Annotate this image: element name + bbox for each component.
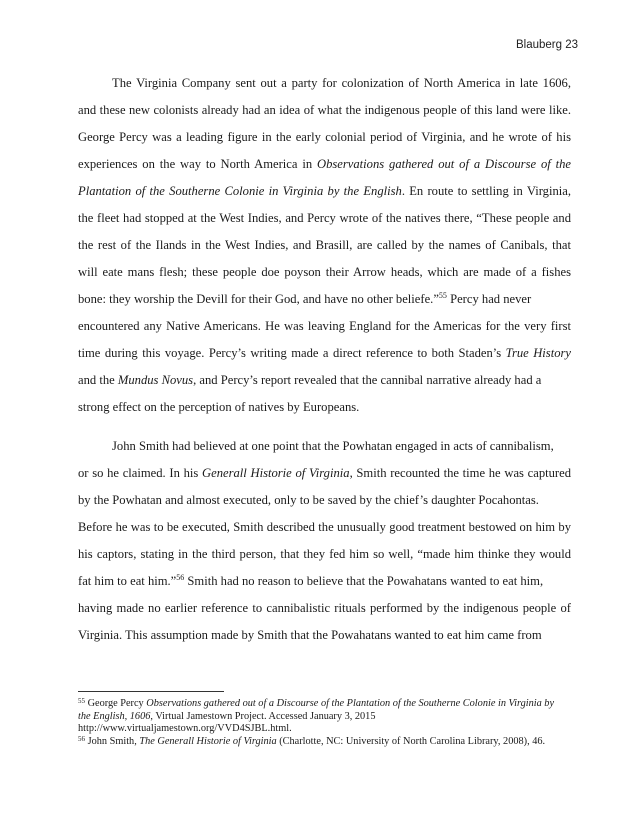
- running-header: Blauberg 23: [515, 39, 578, 51]
- text-span: and the: [78, 373, 118, 387]
- text-span: fat him to eat him.”: [78, 574, 177, 588]
- text-line: [78, 516, 571, 543]
- text-line: [78, 72, 571, 99]
- text-line: [78, 396, 571, 423]
- text-span: experiences on the way to North America in: [78, 157, 317, 171]
- italic-title: Plantation of the Southerne Colonie in Virginia by the English: [78, 184, 402, 198]
- footnote-number: 56: [78, 734, 85, 743]
- text-line: [78, 126, 571, 153]
- text-line: [78, 435, 571, 462]
- footnotes: [78, 698, 568, 748]
- text-line: [78, 543, 571, 570]
- text-line: [78, 180, 571, 207]
- italic-title: The Generall Historie of Virginia: [139, 735, 277, 747]
- text-span: the fleet had stopped at the West Indies, and Percy wrote of the natives there, “These people and: [78, 211, 571, 225]
- text-span: Before he was to be executed, Smith described the unusually good treatment bestowed on him by: [78, 520, 571, 534]
- footnote-marker: 55: [438, 291, 447, 300]
- text-line: [78, 462, 571, 489]
- text-span: , Virtual Jamestown Project. Accessed January 3, 2015: [150, 710, 376, 722]
- text-line: [78, 261, 571, 288]
- text-span: bone: they worship the Devill for their God, and have no other beliefe.”: [78, 292, 439, 306]
- text-span: will eate mans flesh; these people doe poyson their Arrow heads, which are made of a fishes: [78, 265, 571, 279]
- text-span: or so he claimed. In his: [78, 466, 203, 480]
- text-span: John Smith,: [85, 735, 140, 747]
- text-span: The Virginia Company sent out a party for colonization of North America in late 1606,: [112, 76, 571, 90]
- footnote-55-url: [78, 723, 568, 736]
- italic-title: the English, 1606: [78, 710, 151, 722]
- text-span: . En route to settling in Virginia,: [401, 184, 571, 198]
- text-span: George Percy was a leading figure in the early colonial period of Virginia, and he wrote of his: [78, 130, 571, 144]
- italic-title: Generall Historie of Virginia: [202, 466, 350, 480]
- paragraph-gap: [78, 423, 571, 435]
- footnote-separator: [78, 691, 224, 692]
- footnote-55-cont: [78, 711, 568, 724]
- text-line: [78, 207, 571, 234]
- text-span: Smith had no reason to believe that the Powahatans wanted to eat him,: [184, 574, 544, 588]
- text-line: [78, 99, 571, 126]
- text-line: [78, 624, 571, 651]
- text-line: [78, 570, 571, 597]
- text-span: John Smith had believed at one point that the Powhatan engaged in acts of cannibalism,: [112, 439, 554, 453]
- text-line: [78, 315, 571, 342]
- text-span: his captors, stating in the third person, that they fed him so well, “made him thinke they would: [78, 547, 571, 561]
- text-span: and these new colonists already had an idea of what the indigenous people of this land were like.: [78, 103, 571, 117]
- text-span: Virginia. This assumption made by Smith that the Powahatans wanted to eat him came from: [78, 628, 542, 642]
- text-span: time during this voyage. Percy’s writing made a direct reference to both Staden’s: [78, 346, 506, 360]
- body-text: [78, 72, 571, 651]
- text-line: [78, 342, 571, 369]
- italic-title: True History: [505, 346, 571, 360]
- text-span: , Smith recounted the time he was captured: [349, 466, 571, 480]
- text-span: by the Powhatan and almost executed, only to be saved by the chief’s daughter Pocahontas.: [78, 493, 539, 507]
- paragraph-1: [78, 72, 571, 423]
- footnote-55: [78, 698, 568, 711]
- text-line: [78, 369, 571, 396]
- text-line: [78, 288, 571, 315]
- paragraph-2: [78, 435, 571, 651]
- text-line: [78, 234, 571, 261]
- italic-title: Mundus Novus: [117, 373, 194, 387]
- text-line: [78, 597, 571, 624]
- text-span: strong effect on the perception of natives by Europeans.: [78, 400, 360, 414]
- footnote-number: 55: [78, 697, 85, 705]
- text-span: , and Percy’s report revealed that the cannibal narrative already had a: [193, 373, 542, 387]
- footnote-56: [78, 736, 568, 749]
- footnote-url: http://www.virtualjamestown.org/VVD4SJBL.html.: [78, 723, 292, 734]
- text-span: encountered any Native Americans. He was leaving England for the Americas for the very first: [78, 319, 571, 333]
- text-span: having made no earlier reference to cannibalistic rituals performed by the indigenous people of: [78, 601, 571, 615]
- italic-title: Observations gathered out of a Discourse of the: [317, 157, 571, 171]
- text-line: [78, 153, 571, 180]
- text-span: the rest of the Ilands in the West Indies, and Brasill, are called by the names of Canibals, that: [78, 238, 571, 252]
- footnote-marker: 56: [176, 573, 185, 582]
- text-span: (Charlotte, NC: University of North Carolina Library, 2008), 46.: [276, 735, 546, 747]
- italic-title: Observations gathered out of a Discourse of the Plantation of the Southerne Colonie in Virginia by: [146, 698, 555, 709]
- text-span: Percy had never: [446, 292, 532, 306]
- text-line: [78, 489, 571, 516]
- text-span: George Percy: [85, 698, 147, 709]
